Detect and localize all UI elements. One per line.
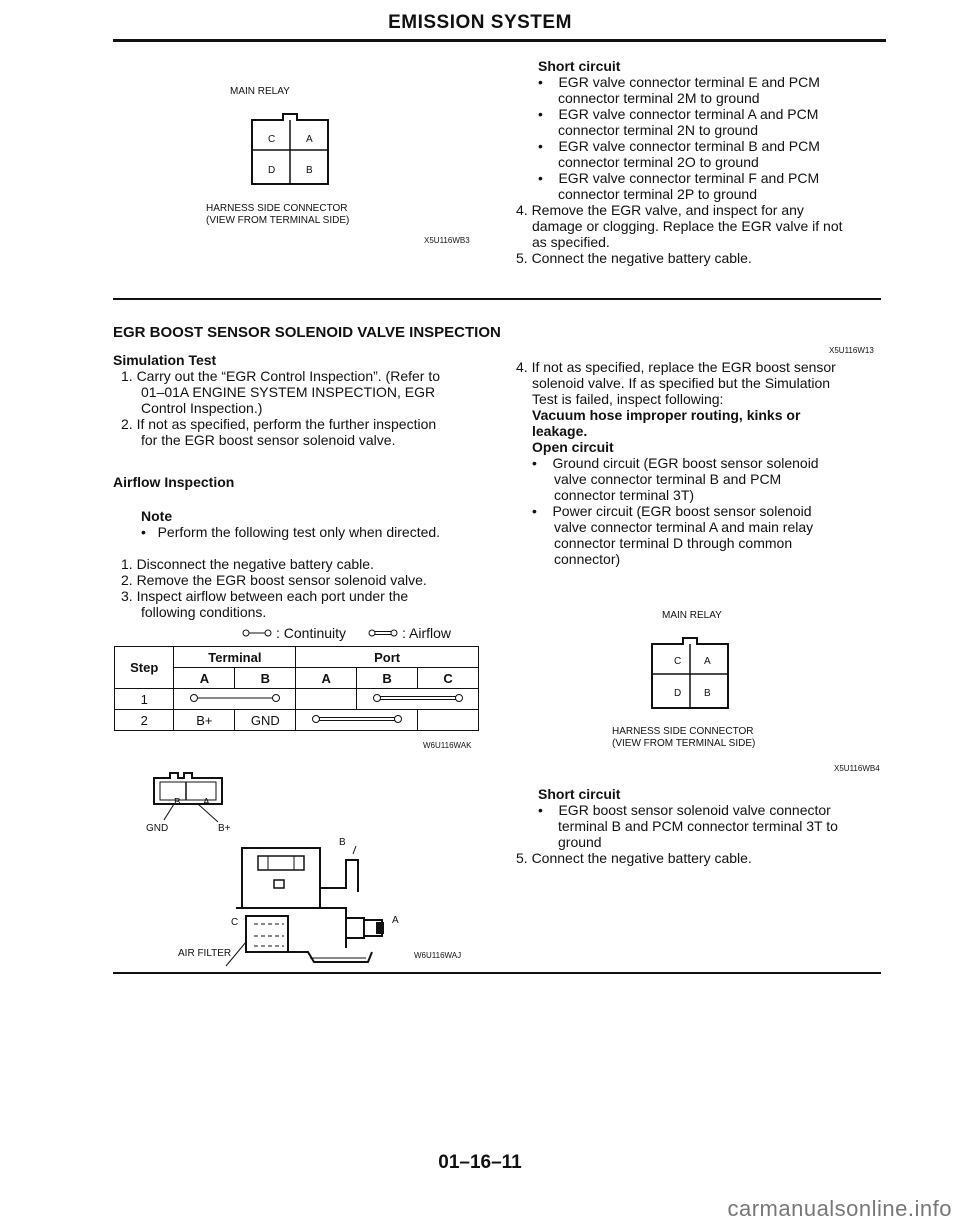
left-column-text [113, 352, 493, 448]
pin-a-right: A [704, 656, 711, 667]
short-bullet-1: • EGR valve connector terminal E and PCM connector terminal 2M to ground [538, 74, 820, 106]
table-row-1-port-airflow [357, 689, 479, 710]
step-5-right: 5. Connect the negative battery cable. [516, 850, 752, 866]
table-row-1-step: 1 [115, 689, 174, 710]
sim-step-2: 2. If not as specified, perform the further inspection for the EGR boost sensor solenoid valve. [121, 416, 437, 448]
sim-step-1: 1. Carry out the “EGR Control Inspection”. (Refer to 01–01A ENGINE SYSTEM INSPECTION, EGR Control Inspection.) [121, 368, 441, 416]
table-row-1-terminal-continuity [174, 689, 296, 710]
table-col-port-b: B [357, 668, 418, 689]
airflow-mark [302, 712, 412, 726]
airflow-table [114, 646, 479, 731]
section-title: EGR BOOST SENSOR SOLENOID VALVE INSPECTION [113, 324, 501, 341]
open-bullet-2: • Power circuit (EGR boost sensor solenoid valve connector terminal A and main relay connector terminal D through common connector) [532, 503, 814, 567]
relay-connector-diagram-top [250, 110, 330, 186]
airflow-symbol [368, 627, 398, 639]
airflow-steps: 1. Disconnect the negative battery cable. 2. Remove the EGR boost sensor solenoid valve. 3. Inspect airflow between each port under the following conditions. [121, 556, 427, 620]
pin-b-top: B [306, 165, 313, 176]
port-a-label: A [392, 915, 399, 926]
table-row-2-port-airflow [296, 710, 418, 731]
page-header: EMISSION SYSTEM [388, 12, 572, 33]
relay-label-right: MAIN RELAY [662, 610, 722, 621]
figure-code-top-left: X5U116WB3 [424, 236, 470, 245]
table-row-2-terminal-a: B+ [174, 710, 235, 731]
pin-b-right: B [704, 688, 711, 699]
table-header-row [115, 647, 479, 668]
simulation-test-title: Simulation Test [113, 352, 217, 368]
connector-pin-a-label: A [203, 797, 210, 808]
table-col-port-a: A [296, 668, 357, 689]
table-step-header: Step [115, 647, 174, 689]
note-title: Note [141, 508, 173, 524]
table-row-2-step: 2 [115, 710, 174, 731]
pin-c-top: C [268, 134, 276, 145]
port-b-label: B [339, 837, 346, 848]
header-rule [113, 39, 886, 42]
pin-c-right: C [674, 656, 682, 667]
harness-caption-1-top: HARNESS SIDE CONNECTOR [206, 203, 348, 214]
relay-label-top: MAIN RELAY [230, 86, 290, 97]
continuity-mark [180, 691, 290, 705]
harness-caption-2-right: (VIEW FROM TERMINAL SIDE) [612, 738, 756, 749]
short-bullet-3: • EGR valve connector terminal B and PCM connector terminal 2O to ground [538, 138, 820, 170]
note-text: • Perform the following test only when directed. [141, 524, 441, 540]
top-right-block [516, 58, 896, 266]
table-col-port-c: C [418, 668, 479, 689]
harness-caption-2-top: (VIEW FROM TERMINAL SIDE) [206, 215, 350, 226]
harness-caption-1-right: HARNESS SIDE CONNECTOR [612, 726, 754, 737]
legend-continuity: : Continuity [276, 625, 347, 641]
short-bullet-4: • EGR valve connector terminal F and PCM connector terminal 2P to ground [538, 170, 820, 202]
airflow-inspection-title: Airflow Inspection [113, 474, 235, 490]
table-code: W6U116WAK [423, 741, 472, 750]
legend-airflow: : Airflow [402, 625, 452, 641]
page-number: 01–16–11 [438, 1152, 522, 1173]
section-rule [113, 298, 881, 300]
port-c-label: C [231, 917, 239, 928]
connector-pin-b-label: B [174, 797, 181, 808]
table-row [115, 689, 479, 710]
section-code: X5U116W13 [829, 346, 874, 355]
table-col-terminal-a: A [174, 668, 235, 689]
table-row-2-terminal-b: GND [235, 710, 296, 731]
continuity-symbol [242, 627, 272, 639]
diagram-code: W6U116WAJ [414, 951, 462, 960]
vacuum-hose-note: Vacuum hose improper routing, kinks or leakage. [532, 407, 801, 439]
table-port-header: Port [296, 647, 479, 668]
step-4-right: 4. If not as specified, replace the EGR boost sensor solenoid valve. If as specified but the Simulation Test is failed, inspect following: [516, 359, 836, 407]
open-circuit-title: Open circuit [532, 439, 614, 455]
bplus-label: B+ [218, 823, 231, 834]
table-terminal-header: Terminal [174, 647, 296, 668]
air-filter-label: AIR FILTER [178, 948, 232, 959]
gnd-label: GND [146, 823, 169, 834]
right-short-circuit-block [516, 786, 896, 866]
short-circuit-title-right: Short circuit [538, 786, 621, 802]
short-bullet-right: • EGR boost sensor solenoid valve connector terminal B and PCM connector terminal 3T to ground [538, 802, 838, 850]
figure-code-right: X5U116WB4 [834, 764, 880, 773]
pin-d-top: D [268, 165, 276, 176]
table-row-2-port-c [418, 710, 479, 731]
right-column-text [516, 359, 896, 567]
relay-connector-diagram-right [650, 634, 730, 710]
table-row-1-port-a [296, 689, 357, 710]
short-circuit-title-top: Short circuit [538, 58, 621, 74]
short-bullet-2: • EGR valve connector terminal A and PCM connector terminal 2N to ground [538, 106, 819, 138]
pin-a-top: A [306, 134, 313, 145]
watermark: carmanualsonline.info [727, 1196, 952, 1221]
open-bullet-1: • Ground circuit (EGR boost sensor solenoid valve connector terminal B and PCM connector terminal 3T) [532, 455, 819, 503]
bottom-rule [113, 972, 881, 974]
step-5-top: 5. Connect the negative battery cable. [516, 250, 752, 266]
table-col-terminal-b: B [235, 668, 296, 689]
step-4-top: 4. Remove the EGR valve, and inspect for any damage or clogging. Replace the EGR valve if not as specified. [516, 202, 843, 250]
pin-d-right: D [674, 688, 682, 699]
airflow-mark [363, 691, 473, 705]
table-row [115, 710, 479, 731]
